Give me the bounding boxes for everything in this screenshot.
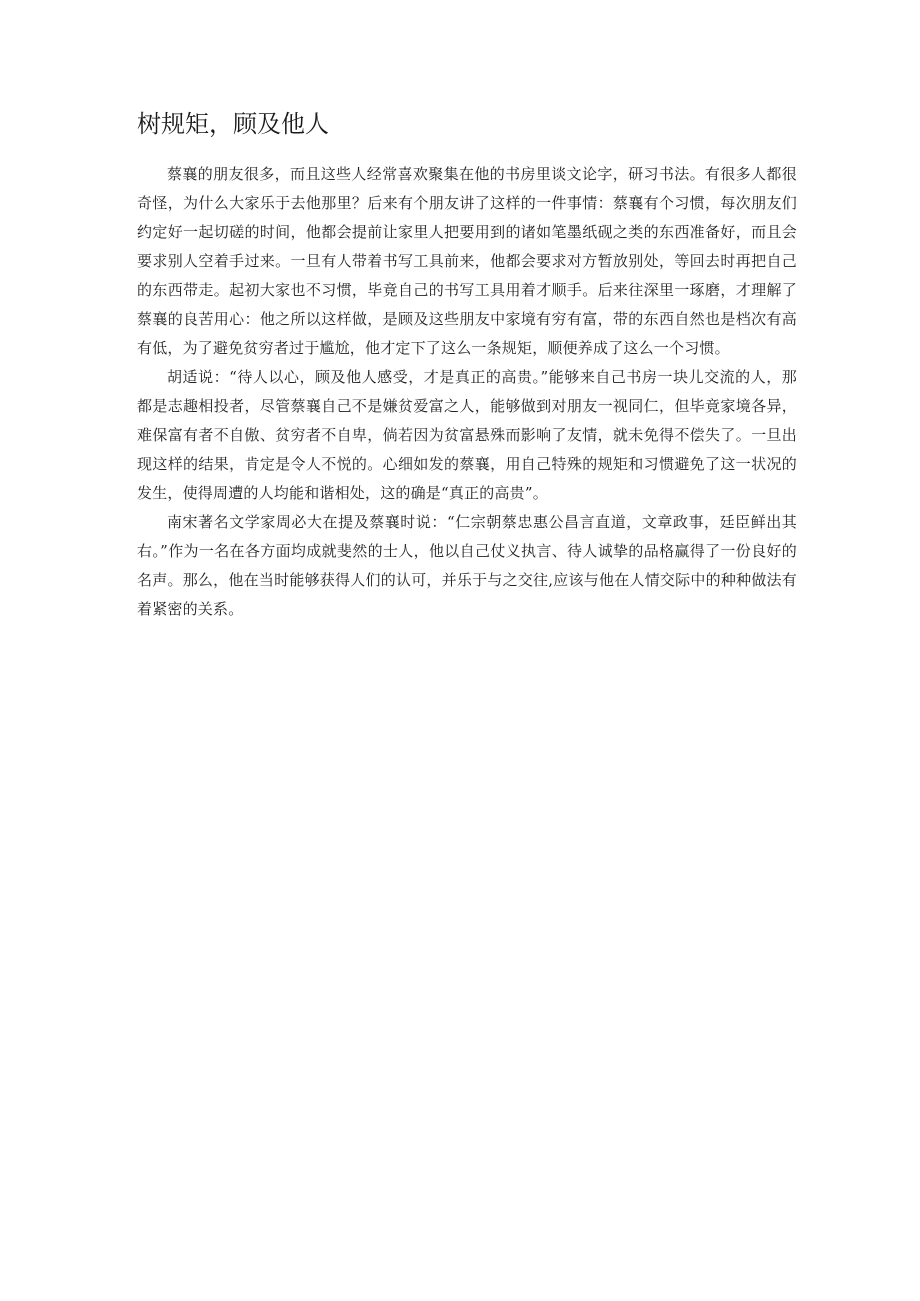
paragraph-1: 蔡襄的朋友很多，而且这些人经常喜欢聚集在他的书房里谈文论字，研习书法。有很多人都很奇怪，为什么大家乐于去他那里？后来有个朋友讲了这样的一件事情：蔡襄有个习惯，每次朋友们约定好一起切磋的时间，他都会提前让家里人把要用到的诸如笔墨纸砚之类的东西准备好，而且会要求别人空着手过来。一旦有人带着书写工具前来，他都会要求对方暂放别处，等回去时再把自己的东西带走。起初大家也不习惯，毕竟自己的书写工具用着才顺手。后来往深里一琢磨，才理解了蔡襄的良苦用心：他之所以这样做，是顾及这些朋友中家境有穷有富，带的东西自然也是档次有高有低，为了避免贫穷者过于尴尬，他才定下了这么一条规矩，顺便养成了这么一个习惯。 bbox=[137, 165, 797, 357]
paragraph-2: 胡适说：“待人以心，顾及他人感受，才是真正的高贵。”能够来自己书房一块儿交流的人，那都是志趣相投者，尽管蔡襄自己不是嫌贫爱富之人，能够做到对朋友一视同仁，但毕竟家境各异，难保富有者不自傲、贫穷者不自卑，倘若因为贫富悬殊而影响了友情，就未免得不偿失了。一旦出现这样的结果，肯定是令人不悦的。心细如发的蔡襄，用自己特殊的规矩和习惯避免了这一状况的发生，使得周遭的人均能和谐相处，这的确是“真正的高贵”。 bbox=[137, 368, 797, 502]
paragraph-3: 南宋著名文学家周必大在提及蔡襄时说：“仁宗朝蔡忠惠公昌言直道，文章政事，廷臣鲜出其右。”作为一名在各方面均成就斐然的士人，他以自己仗义执言、待人诚挚的品格赢得了一份良好的名声。那么，他在当时能够获得人们的认可，并乐于与之交往,应该与他在人情交际中的种种做法有着紧密的关系。 bbox=[137, 513, 797, 618]
article-title: 树规矩，顾及他人 bbox=[137, 110, 329, 138]
article bbox=[137, 106, 797, 624]
